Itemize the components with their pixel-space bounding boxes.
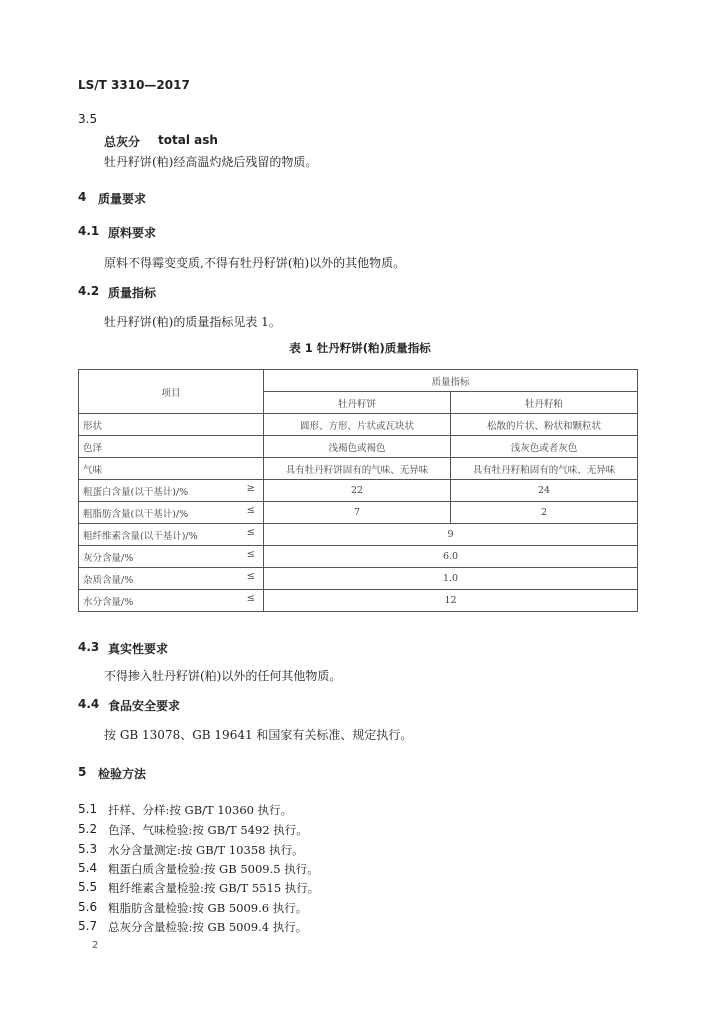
shared-value: 9 — [264, 524, 638, 546]
table-header-row — [79, 370, 638, 392]
row-name: 色泽 — [79, 436, 264, 458]
method-number: 5.1 — [78, 802, 98, 816]
shared-value: 1.0 — [264, 568, 638, 590]
section-4-3-number: 4.3 — [78, 640, 100, 654]
table-row — [79, 524, 638, 546]
section-4-number: 4 — [78, 190, 87, 204]
method-text: 水分含量测定:按 GB/T 10358 执行。 — [108, 843, 304, 857]
section-5-title: 检验方法 — [98, 767, 147, 781]
row-name: 水分含量/% ≤ — [79, 590, 264, 612]
header-quality-index: 质量指标 — [264, 370, 638, 392]
term-definition: 牡丹籽饼(粕)经高温灼烧后残留的物质。 — [104, 155, 318, 169]
method-number: 5.3 — [78, 842, 98, 856]
method-text: 总灰分含量检验:按 GB 5009.4 执行。 — [108, 920, 308, 934]
cake-value: 22 — [264, 480, 451, 502]
header-cake: 牡丹籽饼 — [264, 392, 451, 414]
row-name: 灰分含量/% ≤ — [79, 546, 264, 568]
meal-value: 2 — [451, 502, 638, 524]
comparison-symbol: ≤ — [246, 571, 255, 582]
method-text: 粗纤维素含量检验:按 GB/T 5515 执行。 — [108, 881, 320, 895]
section-4-4-number: 4.4 — [78, 697, 100, 711]
method-text: 色泽、气味检验:按 GB/T 5492 执行。 — [108, 823, 308, 837]
shared-value: 12 — [264, 590, 638, 612]
section-4-title: 质量要求 — [98, 192, 147, 206]
section-4-1-text: 原料不得霉变变质,不得有牡丹籽饼(粕)以外的其他物质。 — [104, 256, 406, 270]
term-zh: 总灰分 — [104, 135, 141, 149]
method-text: 粗脂肪含量检验:按 GB 5009.6 执行。 — [108, 901, 308, 915]
page-number: 2 — [92, 940, 99, 951]
section-4-1-title: 原料要求 — [108, 226, 157, 240]
cake-value: 7 — [264, 502, 451, 524]
row-name: 气味 — [79, 458, 264, 480]
section-4-4-text: 按 GB 13078、GB 19641 和国家有关标准、规定执行。 — [104, 728, 413, 742]
table-row — [79, 546, 638, 568]
row-name: 杂质含量/% ≤ — [79, 568, 264, 590]
table-row — [79, 436, 638, 458]
method-number: 5.2 — [78, 822, 98, 836]
comparison-symbol: ≤ — [246, 593, 255, 604]
row-name: 粗脂肪含量(以干基计)/% ≤ — [79, 502, 264, 524]
section-4-3-title: 真实性要求 — [108, 642, 169, 656]
method-number: 5.5 — [78, 880, 98, 894]
section-5-number: 5 — [78, 765, 87, 779]
method-number: 5.7 — [78, 919, 98, 933]
table-row — [79, 568, 638, 590]
method-number: 5.6 — [78, 900, 98, 914]
section-4-2-number: 4.2 — [78, 284, 100, 298]
section-4-4-title: 食品安全要求 — [108, 699, 181, 713]
table-row — [79, 502, 638, 524]
section-4-2-title: 质量指标 — [108, 286, 157, 300]
table-row — [79, 590, 638, 612]
method-text: 粗蛋白质含量检验:按 GB 5009.5 执行。 — [108, 862, 319, 876]
table-caption: 表 1 牡丹籽饼(粕)质量指标 — [289, 341, 431, 355]
section-4-2-text: 牡丹籽饼(粕)的质量指标见表 1。 — [104, 315, 281, 329]
table-row — [79, 414, 638, 436]
table-row — [79, 480, 638, 502]
quality-table — [78, 369, 638, 612]
section-3-5-number: 3.5 — [78, 112, 98, 126]
header-item: 项目 — [79, 370, 264, 414]
method-number: 5.4 — [78, 861, 98, 875]
comparison-symbol: ≤ — [246, 549, 255, 560]
meal-value: 浅灰色或者灰色 — [451, 436, 638, 458]
meal-value: 具有牡丹籽粕固有的气味、无异味 — [451, 458, 638, 480]
standard-code: LS/T 3310—2017 — [78, 78, 190, 92]
meal-value: 松散的片状、粉状和颗粒状 — [451, 414, 638, 436]
cake-value: 浅褐色或褐色 — [264, 436, 451, 458]
section-4-1-number: 4.1 — [78, 224, 100, 238]
row-name: 粗纤维素含量(以干基计)/% ≤ — [79, 524, 264, 546]
shared-value: 6.0 — [264, 546, 638, 568]
table-row — [79, 458, 638, 480]
comparison-symbol: ≤ — [246, 505, 255, 516]
header-meal: 牡丹籽粕 — [451, 392, 638, 414]
row-name: 粗蛋白含量(以干基计)/% ≥ — [79, 480, 264, 502]
cake-value: 圆形、方形、片状或瓦块状 — [264, 414, 451, 436]
row-name: 形状 — [79, 414, 264, 436]
method-text: 扦样、分样:按 GB/T 10360 执行。 — [108, 803, 293, 817]
term-en: total ash — [158, 133, 218, 147]
meal-value: 24 — [451, 480, 638, 502]
comparison-symbol: ≥ — [246, 483, 255, 494]
section-4-3-text: 不得掺入牡丹籽饼(粕)以外的任何其他物质。 — [104, 669, 342, 683]
comparison-symbol: ≤ — [246, 527, 255, 538]
cake-value: 具有牡丹籽饼固有的气味、无异味 — [264, 458, 451, 480]
